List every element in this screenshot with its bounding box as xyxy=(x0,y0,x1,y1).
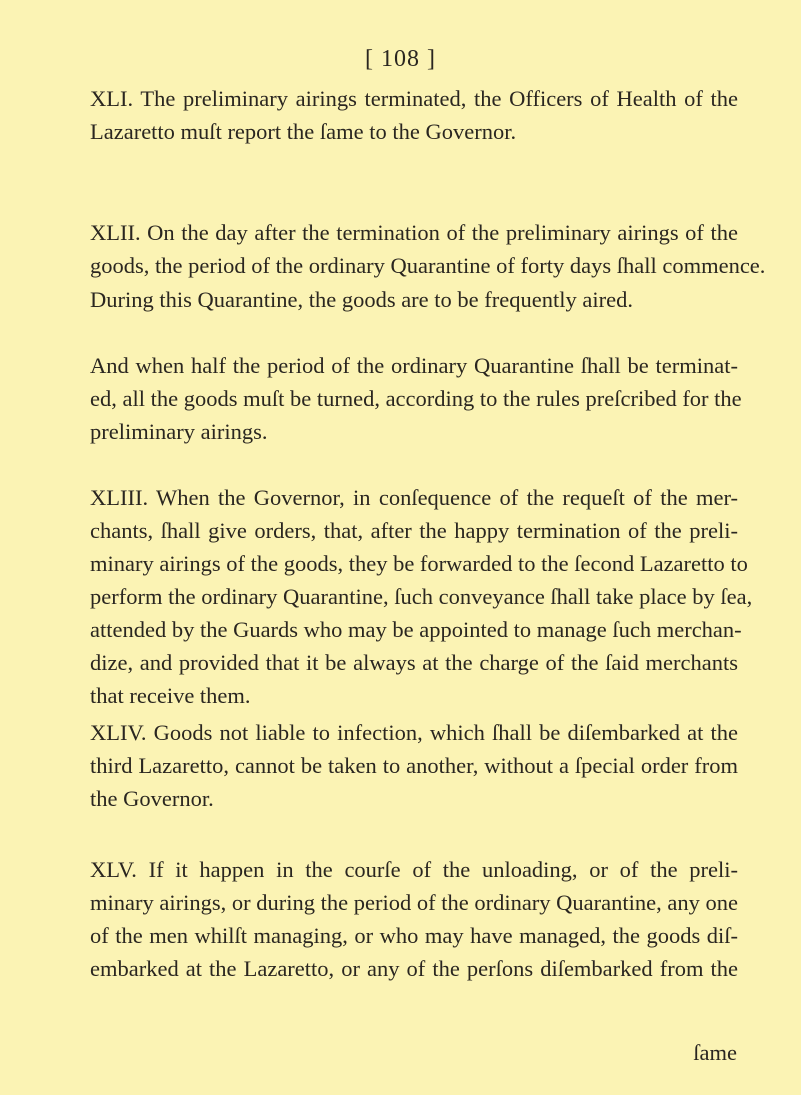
paragraph-xliv xyxy=(90,716,738,815)
text-line: of the men whilſt managing, or who may have managed, the goods diſ- xyxy=(90,923,738,948)
text-line: XLIV. Goods not liable to infection, which ſhall be diſembarked at the xyxy=(90,720,738,745)
text-line: minary airings, or during the period of the ordinary Quarantine, any one xyxy=(90,890,738,915)
text-line: dize, and provided that it be always at the charge of the ſaid merchants xyxy=(90,650,738,675)
paragraph-xlii xyxy=(90,216,766,282)
text-line: XLI. The preliminary airings terminated, the Officers of Health of the xyxy=(90,86,738,111)
paragraph-during-quarantine xyxy=(90,283,738,316)
text-line: that receive them. xyxy=(90,683,251,708)
text-line: perform the ordinary Quarantine, ſuch conveyance ſhall take place by ſea, xyxy=(90,584,753,609)
page-number: [ 108 ] xyxy=(365,46,436,72)
text-line: embarked at the Lazaretto, or any of the perſons diſembarked from the xyxy=(90,956,738,981)
text-line: minary airings of the goods, they be forwarded to the ſecond Lazaretto to xyxy=(90,551,748,576)
text-line: attended by the Guards who may be appointed to manage ſuch merchan- xyxy=(90,617,742,642)
text-line: XLII. On the day after the termination of the preliminary airings of the xyxy=(90,220,738,245)
text-line: XLIII. When the Governor, in conſequence of the requeſt of the mer- xyxy=(90,485,738,510)
text-line: the Governor. xyxy=(90,786,214,811)
text-line: ed, all the goods muſt be turned, according to the rules preſcribed for the xyxy=(90,386,742,411)
text-line: Lazaretto muſt report the ſame to the Governor. xyxy=(90,119,517,144)
text-line: And when half the period of the ordinary Quarantine ſhall be terminat- xyxy=(90,353,738,378)
paragraph-half-period xyxy=(90,349,742,448)
text-line: chants, ſhall give orders, that, after the happy termination of the preli- xyxy=(90,518,738,543)
text-line: goods, the period of the ordinary Quarantine of forty days ſhall commence. xyxy=(90,253,766,278)
text-line: third Lazaretto, cannot be taken to another, without a ſpecial order from xyxy=(90,753,738,778)
paragraph-xli xyxy=(90,82,738,148)
paragraph-xlv xyxy=(90,853,738,985)
catchword: ſame xyxy=(693,1040,737,1065)
text-line: preliminary airings. xyxy=(90,419,268,444)
paragraph-xliii xyxy=(90,481,753,712)
text-line: During this Quarantine, the goods are to be frequently aired. xyxy=(90,287,633,312)
text-line: XLV. If it happen in the courſe of the unloading, or of the preli- xyxy=(90,857,738,882)
